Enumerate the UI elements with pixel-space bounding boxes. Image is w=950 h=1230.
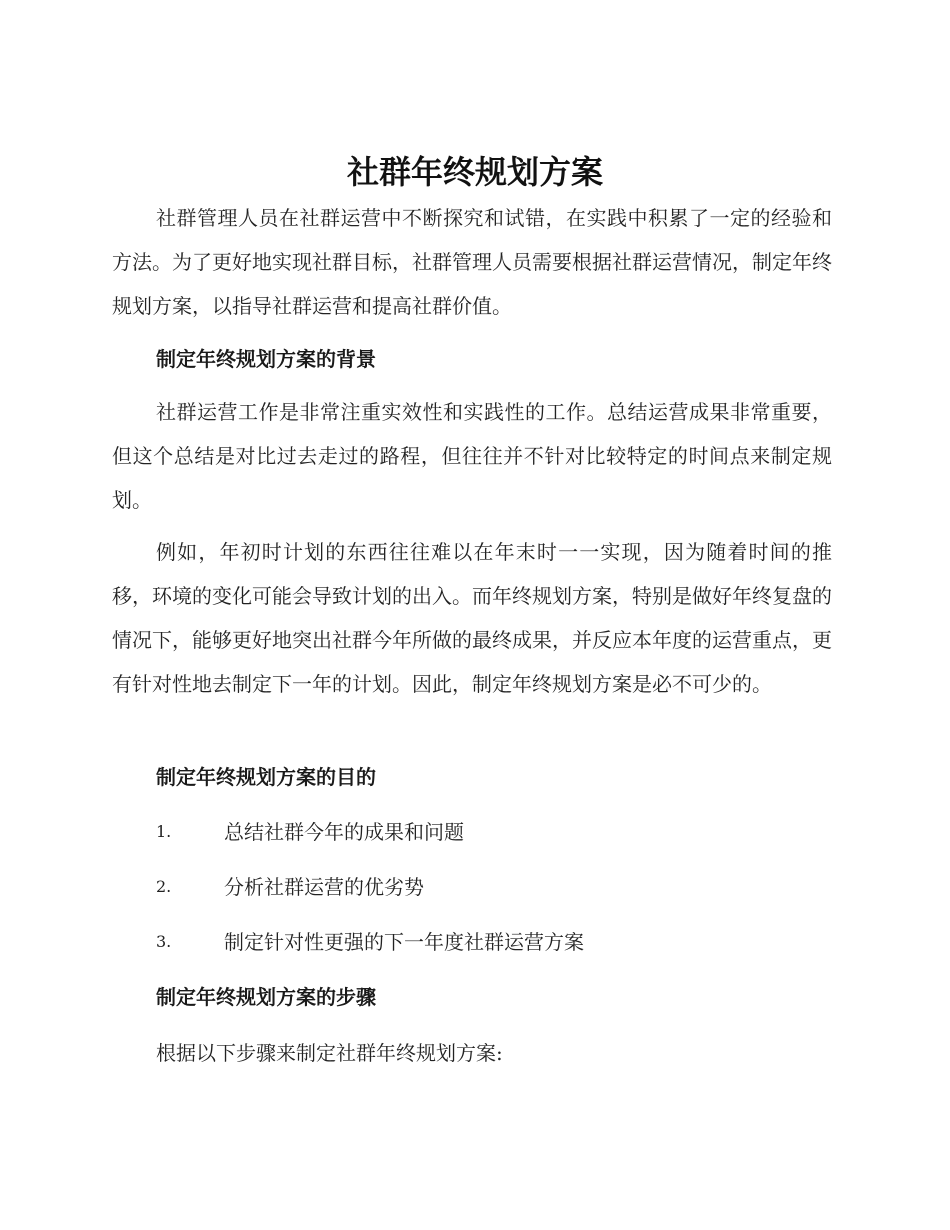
document-title: 社群年终规划方案 xyxy=(346,153,603,191)
heading-background: 制定年终规划方案的背景 xyxy=(156,347,376,371)
heading-steps: 制定年终规划方案的步骤 xyxy=(156,985,376,1009)
intro-paragraph: 社群管理人员在社群运营中不断探究和试错，在实践中积累了一定的经验和方法。为了更好地实现社群目标，社群管理人员需要根据社群运营情况，制定年终规划方案，以指导社群运营和提高社群价值。 xyxy=(112,206,832,318)
list-item-text: 总结社群今年的成果和问题 xyxy=(224,820,464,844)
steps-lead-text: 根据以下步骤来制定社群年终规划方案: xyxy=(156,1041,503,1065)
list-item xyxy=(156,927,836,957)
background-paragraph-1: 社群运营工作是非常注重实效性和实践性的工作。总结运营成果非常重要，但这个总结是对比过去走过的路程，但往往并不针对比较特定的时间点来制定规划。 xyxy=(112,400,832,512)
list-item xyxy=(156,872,836,902)
list-item-text: 分析社群运营的优劣势 xyxy=(224,875,424,899)
list-item xyxy=(156,817,836,847)
list-item-number: 3. xyxy=(156,932,172,951)
heading-purpose: 制定年终规划方案的目的 xyxy=(156,765,376,789)
background-paragraph-2: 例如，年初时计划的东西往往难以在年末时一一实现，因为随着时间的推移，环境的变化可能会导致计划的出入。而年终规划方案，特别是做好年终复盘的情况下，能够更好地突出社群今年所做的最终成果，并反应本年度的运营重点，更有针对性地去制定下一年的计划。因此，制定年终规划方案是必不可少的。 xyxy=(112,540,832,696)
list-item-number: 1. xyxy=(156,822,172,841)
list-item-number: 2. xyxy=(156,877,172,896)
list-item-text: 制定针对性更强的下一年度社群运营方案 xyxy=(224,930,584,954)
